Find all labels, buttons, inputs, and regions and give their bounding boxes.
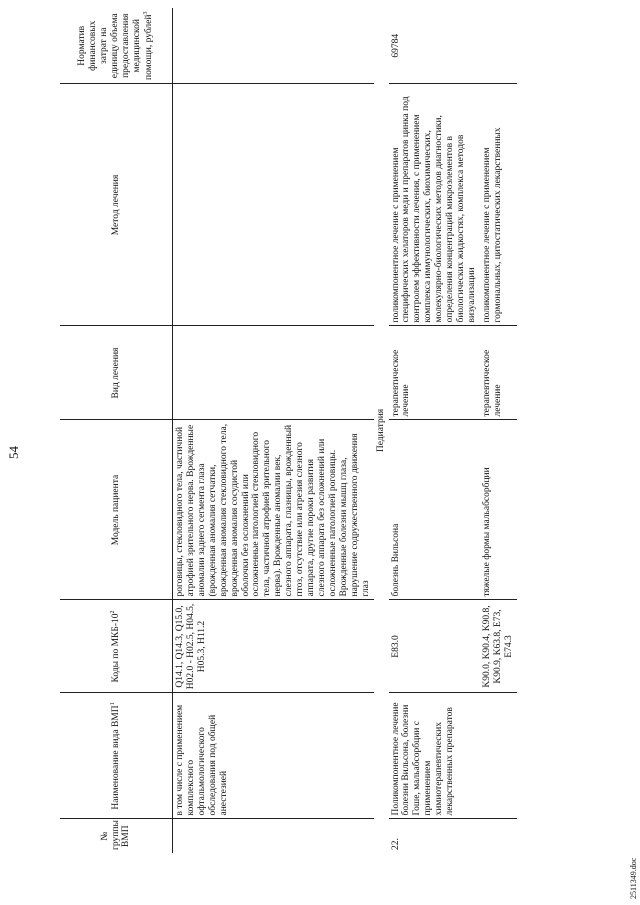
table-header-row [60, 8, 173, 853]
cell-cost-norm [480, 8, 517, 84]
cell-patient-model: болезнь Вильсона [389, 420, 480, 600]
table-row [389, 8, 480, 853]
cell-cost-norm: 69784 [389, 8, 480, 84]
table-row [480, 8, 517, 853]
header-icd-codes: Коды по МКБ-$10^2$ [60, 600, 173, 693]
cell-treatment-type [173, 326, 374, 420]
header-treatment-method: Метод лечения [60, 84, 173, 326]
cell-vmp-name: Поликомпонентное лечение болезни Вильсона, болезни Гоше, мальабсорбции с применением химиотерапевтических лекарственных препаратов [389, 693, 480, 819]
footer-filename: 2511349.doc [629, 857, 638, 899]
cell-treatment-method: поликомпонентное лечение с применением специфических хелаторов меди и препаратов цинка под контролем эффективности лечения, с применением комплекса иммунологических, биохимических, молекулярно-биологических методов диагностики, определения концентраций микроэлементов в биологических жидкостях, комплекса методов визуализации [389, 84, 480, 326]
cell-number [173, 819, 374, 853]
page-number: 54 [6, 446, 21, 459]
cell-icd-codes: K90.0, K90.4, K90.8, K90.9, K63.8, E73, E74.3 [480, 600, 517, 693]
cell-treatment-method: поликомпонентное лечение с применением гормональных, цитостатических лекарственных [480, 84, 517, 326]
section-title: Педиатрия [375, 408, 386, 453]
section-row [374, 8, 389, 853]
cell-patient-model: роговицы, стекловидного тела, частичной атрофией зрительного нерва. Врожденные аномалии заднего сегмента глаза (врожденная аномалия сетчатки, врожденная аномалия стекловидного тела, врожденная аномалия сосудистой оболочки без осложнений или осложненные патологией стекловидного тела, частичной атрофией зрительного нерва). Врожденные аномалии век, слезного аппарата, глазницы, врожденный птоз, отсутствие или атрезия слезного аппарата, другие пороки развития слезного аппарата без осложнений или осложненные патологией роговицы. Врожденные болезни мышц глаза, нарушение содружественного движения глаз [173, 420, 374, 600]
cell-vmp-name: в том числе с применением комплексного офтальмологического обследования под общей анестезией [173, 693, 374, 819]
cell-patient-model: тяжелые формы мальабсорбции [480, 420, 517, 600]
vmp-table [60, 8, 517, 853]
cell-number: 22. [390, 838, 401, 850]
cell-cost-norm [173, 8, 374, 84]
header-group-number: № группы ВМП [60, 819, 173, 853]
cell-treatment-method [173, 84, 374, 326]
header-vmp-name: Наименование вида ВМП$^1$ [60, 693, 173, 819]
table-row [173, 8, 374, 853]
cell-icd-codes: Q14.1, Q14.3, Q15.0, H02.0 - H02.5, H04.5, H05.3, H11.2 [173, 600, 374, 693]
cell-vmp-name [480, 693, 517, 819]
header-patient-model: Модель пациента [60, 420, 173, 600]
header-treatment-type: Вид лечения [60, 326, 173, 420]
cell-icd-codes: E83.0 [389, 600, 480, 693]
cell-treatment-type: терапевтическое лечение [389, 326, 480, 420]
cell-treatment-type: терапевтическое лечение [480, 326, 517, 420]
cell-number [480, 819, 517, 853]
header-cost-norm: Норматив финансовых затрат на единицу объема предоставления медицинской помощи, рублей$^3$ [60, 8, 173, 84]
